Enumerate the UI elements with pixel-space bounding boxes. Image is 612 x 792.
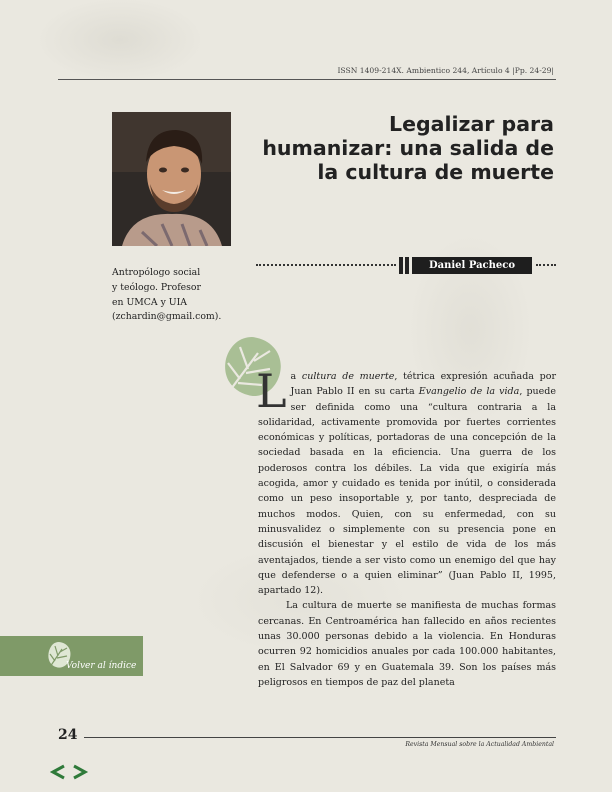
article-body	[256, 364, 556, 690]
page-navigation	[50, 764, 90, 784]
footer-rule	[84, 737, 556, 738]
next-page-icon[interactable]	[74, 766, 85, 778]
header-rule	[58, 79, 556, 80]
magazine-name: Revista Mensual sobre la Actualidad Ambiental	[405, 741, 554, 748]
paragraph-1: La cultura de muerte, tétrica expresión acuñada por Juan Pablo II en su carta Evangelio de la vida, puede ser definida como una “cultura contraria a la solidaridad, activamente promovida por fuertes corrientes económicas y políticas, portadoras de una concepción de la sociedad basada en la eficiencia. Una guerra de los poderosos contra los débiles. La vida que exigiría más acogida, amor y cuidado es tenida por inútil, o considerada como un peso insoportable y, por tanto, despreciada de muchos modos. Quien, con su enfermedad, con su minusvalidez o simplemente con su presencia pone en discusión el bienestar y el estilo de vida de los más aventajados, tiende a ser visto como un enemigo del que hay que defenderse o a quien eliminar” (Juan Pablo II, 1995, apartado 12).	[256, 364, 556, 597]
author-photo	[112, 112, 231, 246]
author-bio: Antropólogo social y teólogo. Profesor en UMCA y UIA (zchardin@gmail.com).	[112, 267, 222, 323]
author-name-badge: Daniel Pacheco	[412, 257, 532, 274]
divider-bar	[405, 257, 409, 274]
issn-header: ISSN 1409-214X. Ambientico 244, Artículo 4 |Pp. 24-29|	[337, 66, 554, 75]
drop-cap: L	[256, 364, 287, 418]
divider-bar	[399, 257, 403, 274]
dotted-rule-left	[256, 264, 396, 266]
paragraph-2: La cultura de muerte se manifiesta de muchas formas cercanas. En Centroamérica han fallecido en años recientes unas 30.000 personas debido a la violencia. En Honduras ocurren 92 homicidios anuales por cada 100.000 habitantes, en El Salvador 69 y en Guatemala 39. Son los países más peligrosos en tiempos de paz del planeta	[258, 600, 556, 688]
dotted-rule-right	[536, 264, 556, 266]
volver-al-indice-label[interactable]: Volver al índice	[66, 661, 137, 671]
previous-page-icon[interactable]	[53, 766, 64, 778]
page-number: 24	[58, 727, 78, 743]
article-title: Legalizar para humanizar: una salida de la cultura de muerte	[262, 112, 554, 184]
